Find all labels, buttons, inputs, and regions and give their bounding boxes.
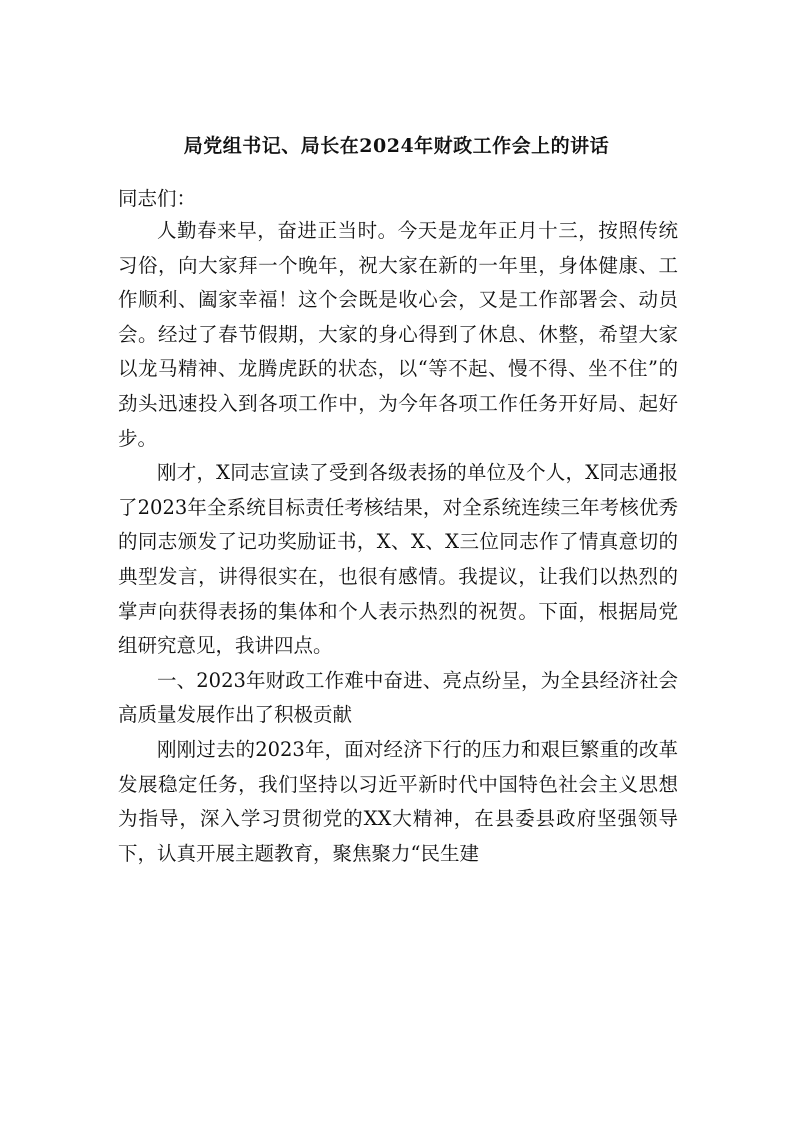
section-heading-1: 一、2023年财政工作难中奋进、亮点纷呈，为全县经济社会高质量发展作出了积极贡献 xyxy=(118,668,678,727)
document-body xyxy=(118,214,678,871)
paragraph-opening: 人勤春来早，奋进正当时。今天是龙年正月十三，按照传统习俗，向大家拜一个晚年，祝大家在新的一年里，身体健康、工作顺利、阖家幸福！这个会既是收心会，又是工作部署会、动员会。经过了春节假期，大家的身心得到了休息、休整，希望大家以龙马精神、龙腾虎跃的状态，以“等不起、慢不得、坐不住”的劲头迅速投入到各项工作中，为今年各项工作任务开好局、起好步。 xyxy=(118,219,678,450)
salutation: 同志们： xyxy=(118,187,197,210)
paragraph-recognition: 刚才，X同志宣读了受到各级表扬的单位及个人，X同志通报了2023年全系统目标责任考核结果，对全系统连续三年考核优秀的同志颁发了记功奖励证书，X、X、X三位同志作了情真意切的典型发言，讲得很实在，也很有感情。我提议，让我们以热烈的掌声向获得表扬的集体和个人表示热烈的祝贺。下面，根据局党组研究意见，我讲四点。 xyxy=(118,461,678,658)
paragraph-review-2023: 刚刚过去的2023年，面对经济下行的压力和艰巨繁重的改革发展稳定任务，我们坚持以习近平新时代中国特色社会主义思想为指导，深入学习贯彻党的XX大精神，在县委县政府坚强领导下，认真开展主题教育，聚焦聚力“民生建 xyxy=(118,737,678,865)
document-title: 局党组书记、局长在2024年财政工作会上的讲话 xyxy=(183,135,610,157)
